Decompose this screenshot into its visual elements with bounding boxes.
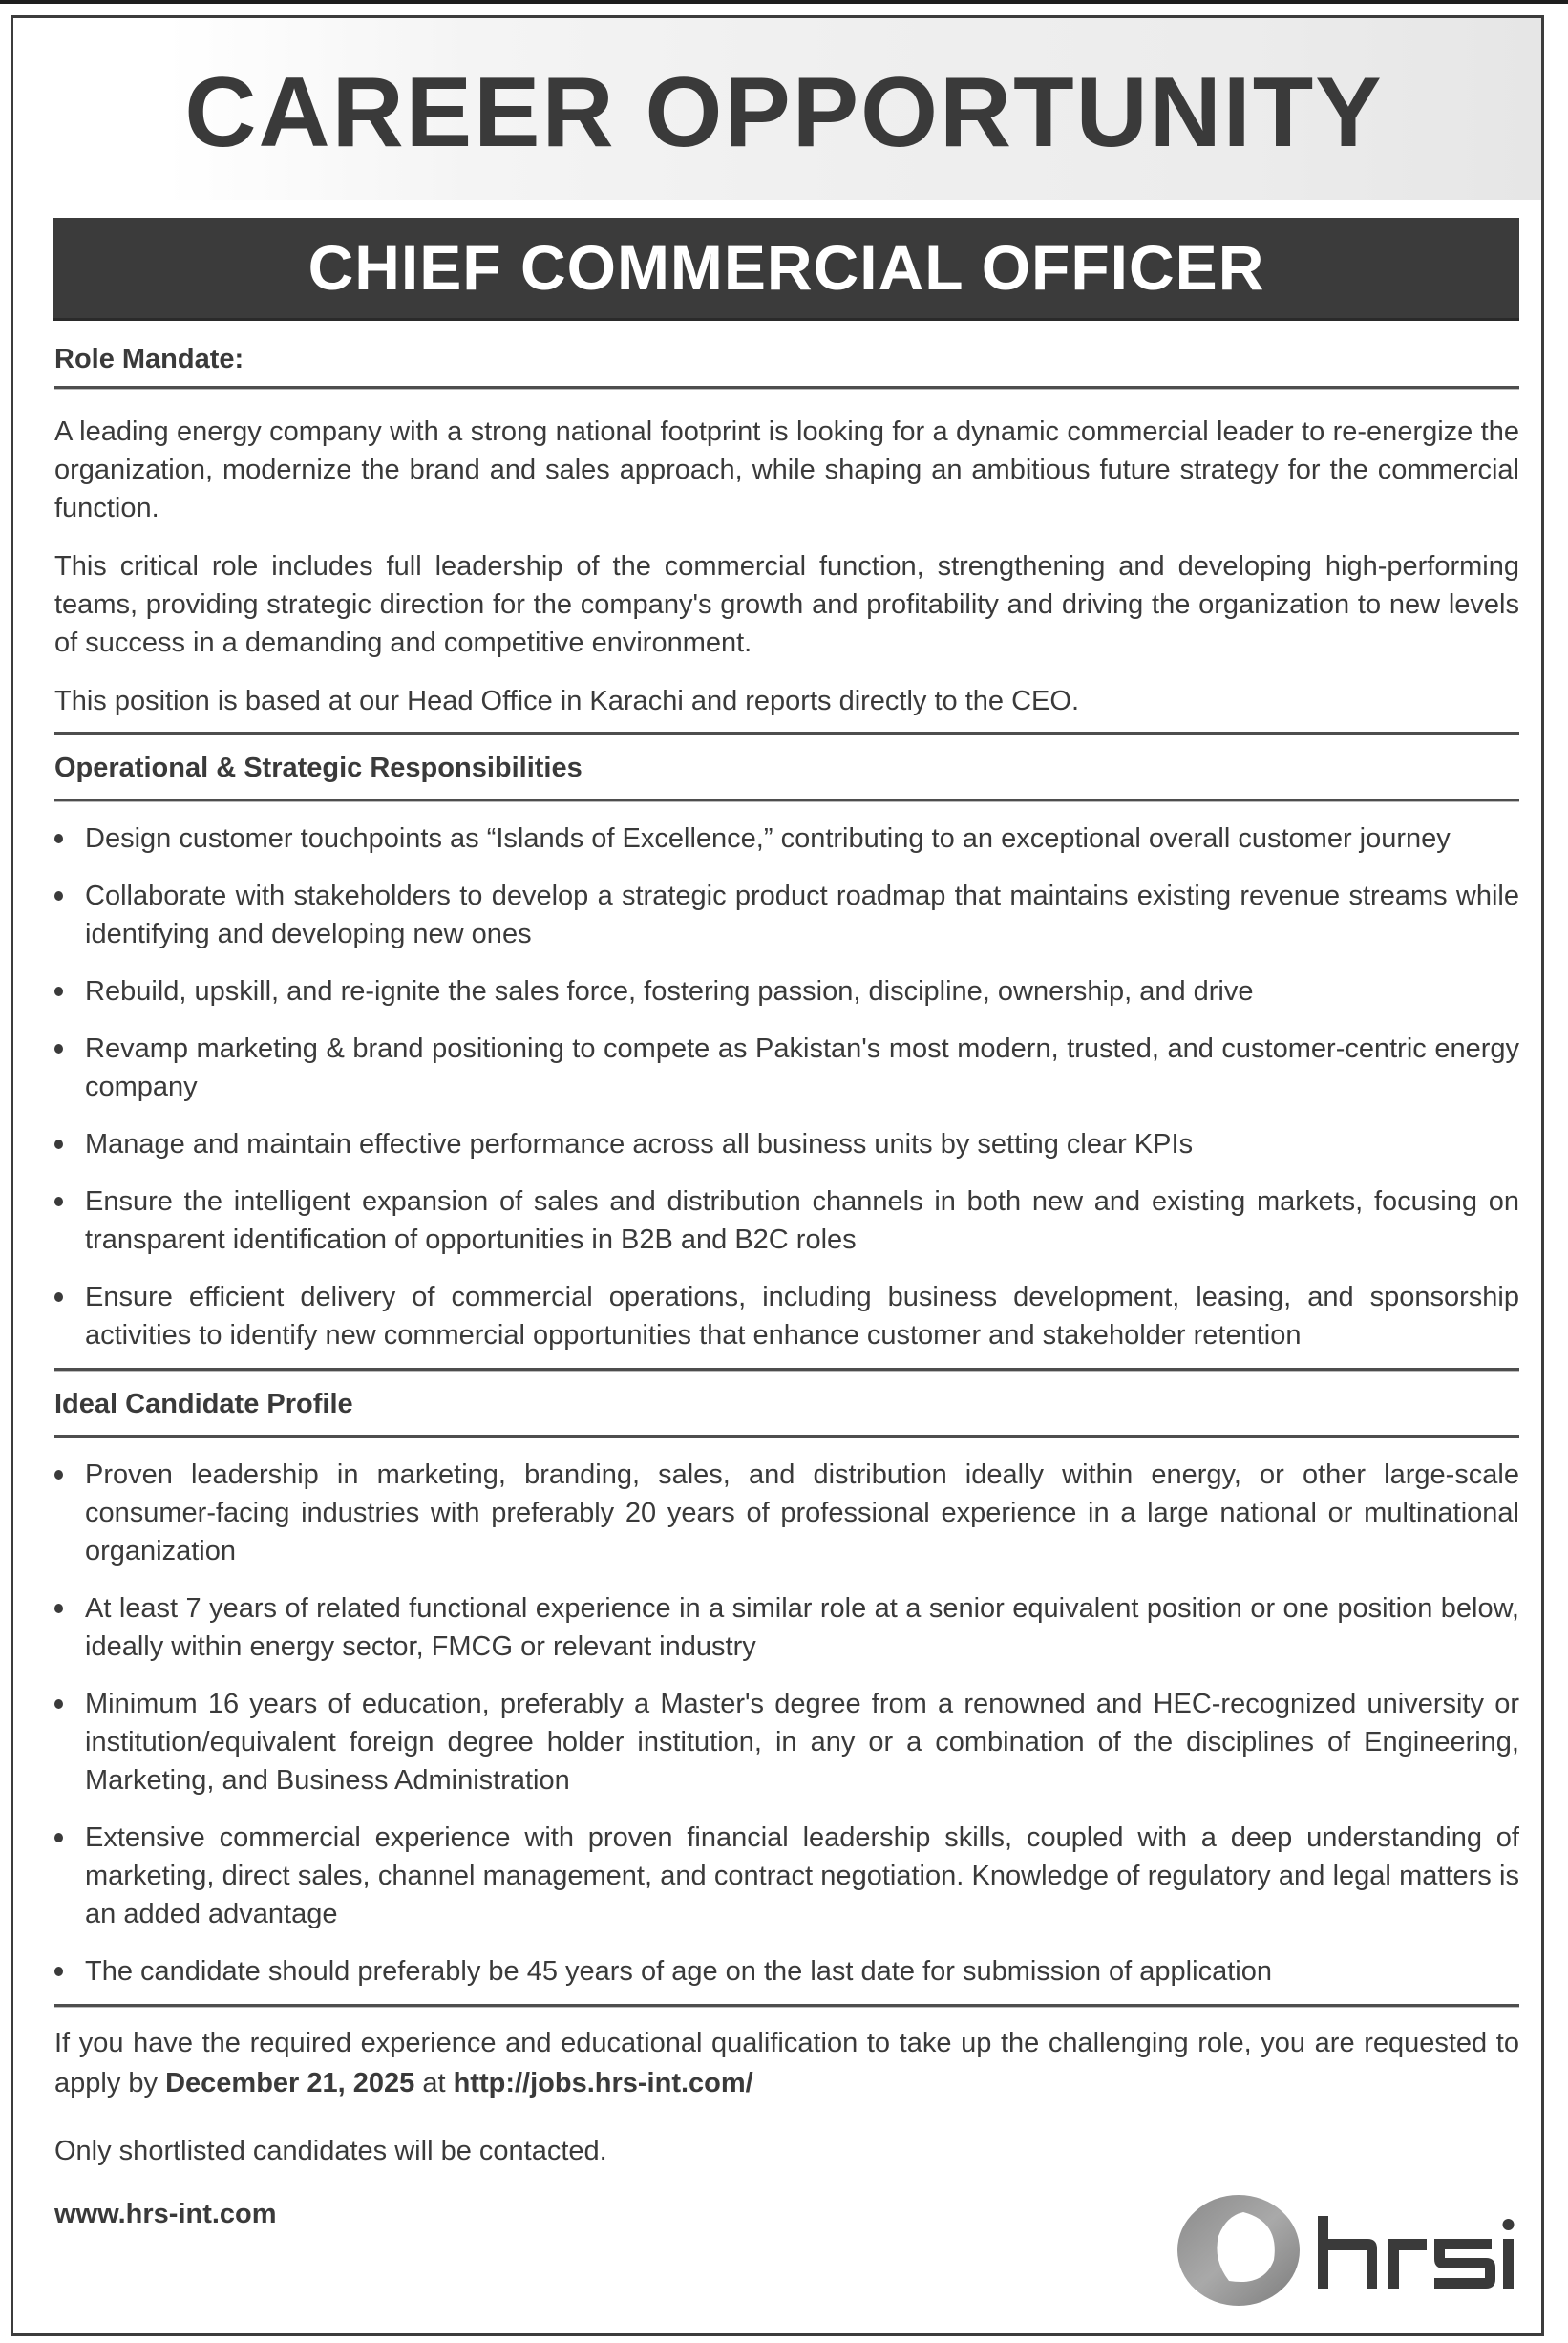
list-item: Rebuild, upskill, and re-ignite the sales force, fostering passion, discipline, ownership, and drive <box>54 972 1519 1011</box>
bullet-icon <box>54 1699 63 1709</box>
role-mandate-paragraph: This critical role includes full leadership of the commercial function, strengthening and developing high-performing teams, providing strategic direction for the company's growth and profitability and driving the organization to new levels of success in a demanding and competitive environment. <box>54 551 1519 658</box>
shortlist-note: Only shortlisted candidates will be contacted. <box>54 2136 607 2166</box>
bullet-icon <box>54 1470 63 1480</box>
bullet-icon <box>54 1140 63 1149</box>
divider <box>54 1368 1519 1372</box>
list-item: Ensure the intelligent expansion of sales and distribution channels in both new and existing markets, focusing on transparent identification of opportunities in B2B and B2C roles <box>54 1182 1519 1259</box>
bullet-icon <box>54 987 63 996</box>
list-item: Proven leadership in marketing, branding, sales, and distribution ideally within energy, or other large-scale consumer-facing industries with preferably 20 years of professional experience in a large national or multinational organization <box>54 1456 1519 1570</box>
position-title: CHIEF COMMERCIAL OFFICER <box>307 232 1265 303</box>
bullet-icon <box>54 891 63 901</box>
role-mandate-paragraph: A leading energy company with a strong national footprint is looking for a dynamic commercial leader to re-energize the organization, modernize the brand and sales approach, while shaping an ambitious future strategy for the commercial function. <box>54 416 1519 523</box>
bullet-icon <box>54 1967 63 1976</box>
list-item: Minimum 16 years of education, preferably a Master's degree from a renowned and HEC-recognized university or institution/equivalent foreign degree holder institution, in any or a combination of the disciplines of Engineering, Marketing, and Business Administration <box>54 1685 1519 1800</box>
application-link[interactable]: http://jobs.hrs-int.com/ <box>453 2068 753 2098</box>
divider <box>54 799 1519 802</box>
divider <box>54 2004 1519 2008</box>
list-item: Design customer touchpoints as “Islands of Excellence,” contributing to an exceptional overall customer journey <box>54 820 1519 858</box>
list-item: Extensive commercial experience with proven financial leadership skills, coupled with a deep understanding of marketing, direct sales, channel management, and contract negotiation. Knowledge of regulatory and legal matters is an added advantage <box>54 1819 1519 1933</box>
divider <box>54 732 1519 735</box>
list-item: Collaborate with stakeholders to develop a strategic product roadmap that maintains existing revenue streams while identifying and developing new ones <box>54 877 1519 953</box>
candidate-profile-heading: Ideal Candidate Profile <box>54 1389 353 1419</box>
divider <box>54 1435 1519 1438</box>
divider <box>54 386 1519 390</box>
apply-instructions: If you have the required experience and educational qualification to take up the challenging role, you are requested to apply by December 21, 2025 at http://jobs.hrs-int.com/ <box>54 2028 1519 2098</box>
bullet-icon <box>54 1197 63 1206</box>
role-mandate-heading: Role Mandate: <box>54 344 244 374</box>
list-item: Manage and maintain effective performance across all business units by setting clear KPIs <box>54 1125 1519 1163</box>
list-item: At least 7 years of related functional experience in a similar role at a senior equivalent position or one position below, ideally within energy sector, FMCG or relevant industry <box>54 1589 1519 1666</box>
advert-content <box>54 334 1519 2233</box>
candidate-profile-list <box>54 1456 1519 1991</box>
top-border-line <box>0 0 1568 4</box>
role-mandate-paragraph: This position is based at our Head Office in Karachi and reports directly to the CEO. <box>54 686 1079 716</box>
list-item: Revamp marketing & brand positioning to compete as Pakistan's most modern, trusted, and customer-centric energy company <box>54 1030 1519 1106</box>
page-title: CAREER OPPORTUNITY <box>184 57 1384 168</box>
hrsi-ring-icon <box>1176 2193 1520 2308</box>
position-title-bar <box>53 218 1519 321</box>
list-item: The candidate should preferably be 45 years of age on the last date for submission of application <box>54 1952 1519 1991</box>
bullet-icon <box>54 1833 63 1842</box>
website-link[interactable]: www.hrs-int.com <box>54 2199 277 2229</box>
hrsi-logo <box>1176 2193 1520 2308</box>
bullet-icon <box>54 834 63 843</box>
responsibilities-heading: Operational & Strategic Responsibilities <box>54 753 583 783</box>
application-deadline: December 21, 2025 <box>165 2068 415 2098</box>
bullet-icon <box>54 1604 63 1613</box>
list-item: Ensure efficient delivery of commercial operations, including business development, leasing, and sponsorship activities to identify new commercial opportunities that enhance customer and stakeholder retention <box>54 1278 1519 1354</box>
bullet-icon <box>54 1292 63 1302</box>
responsibilities-list <box>54 820 1519 1354</box>
bullet-icon <box>54 1044 63 1054</box>
